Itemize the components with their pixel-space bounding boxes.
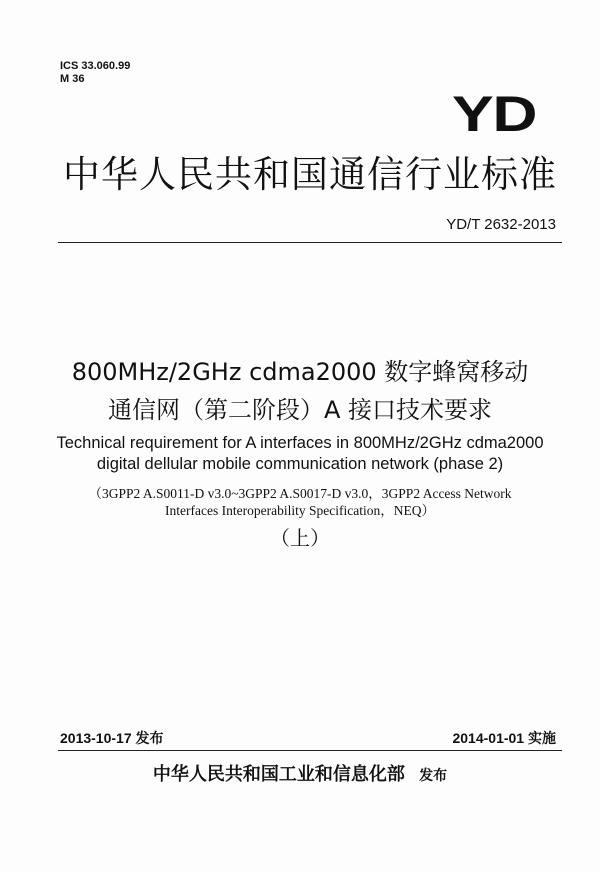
standard-number: YD/T 2632-2013 xyxy=(446,216,556,233)
standard-type: 中华人民共和国通信行业标准 xyxy=(63,153,557,196)
title-cn-line2: 通信网（第二阶段）A 接口技术要求 xyxy=(107,396,493,424)
reference-line1: （3GPP2 A.S0011-D v3.0~3GPP2 A.S0017-D v3.0，3GPP2 Access Network xyxy=(88,486,512,501)
title-en-line2: digital dellular mobile communication network (phase 2) xyxy=(96,455,504,473)
divider xyxy=(58,242,562,243)
issuer xyxy=(0,760,600,786)
issue-date: 2013-10-17 发布 xyxy=(60,730,164,746)
effective-date: 2014-01-01 实施 xyxy=(452,730,556,746)
issuer-suffix: 发布 xyxy=(419,768,448,784)
issuer-name: 中华人民共和国工业和信息化部 xyxy=(152,764,405,785)
class-code: M 36 xyxy=(60,73,85,85)
reference-line2: Interfaces Interoperability Specification，NEQ） xyxy=(165,503,435,518)
classification-codes xyxy=(60,60,130,86)
volume-label: （上） xyxy=(270,526,330,550)
title-cn-line1: 800MHz/2GHz cdma2000 数字蜂窝移动 xyxy=(71,358,529,386)
footer-divider xyxy=(58,750,562,751)
title-en-line1: Technical requirement for A interfaces in 800MHz/2GHz cdma2000 xyxy=(56,434,544,452)
ics-code: ICS 33.060.99 xyxy=(60,60,131,72)
yd-logo: YD xyxy=(452,86,537,142)
